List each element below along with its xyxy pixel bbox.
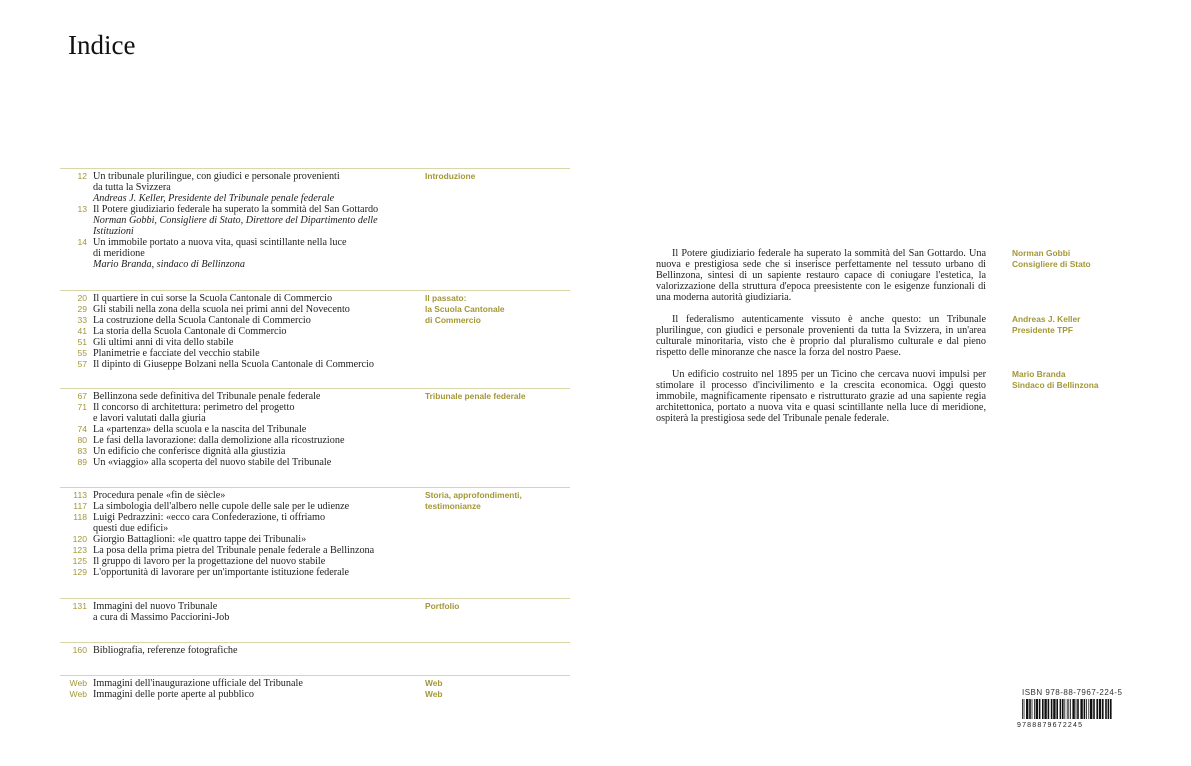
barcode-bar [1053, 699, 1055, 719]
toc-page-number: 41 [77, 326, 87, 336]
toc-entry-line: Gli stabili nella zona della scuola nei primi anni del Novecento [93, 304, 350, 315]
quote-author-line: Consigliere di Stato [1012, 259, 1091, 269]
toc-entry-title [93, 689, 423, 700]
toc-entry-title [93, 359, 423, 370]
barcode-bar [1056, 699, 1058, 719]
toc-entry-title [93, 293, 423, 304]
toc-entry-line: Il dipinto di Giuseppe Bolzani nella Scuola Cantonale di Commercio [93, 359, 374, 370]
barcode-bar [1099, 699, 1101, 719]
barcode-bar [1067, 699, 1068, 719]
toc-page-number: 83 [77, 446, 87, 456]
quote-paragraph: Il Potere giudiziario federale ha superato la sommità del San Gottardo. Una nuova e prestigiosa sede che si inserisce perfettamente nel tessuto urbano di Bellinzona, sintesi di un sapiente restauro capace di coniugare l'estetica, la valorizzazione della struttura d'epoca preesistente con le esigenze funzionali di una moderna autorità giudiziaria. [656, 248, 986, 303]
toc-entry[interactable] [60, 237, 570, 270]
toc-entry[interactable] [60, 171, 570, 204]
toc-section-label [425, 678, 443, 700]
toc-entry[interactable] [60, 534, 570, 545]
quotes-column [656, 248, 986, 435]
barcode-bar [1088, 699, 1089, 719]
toc-entry-line: Immagini del nuovo Tribunale [93, 601, 218, 612]
toc-entry-title [93, 512, 423, 534]
toc-entry-title [93, 435, 423, 446]
toc-entry-line: Il quartiere in cui sorse la Scuola Cantonale di Commercio [93, 293, 333, 304]
toc-page-number: Web [69, 678, 87, 688]
toc-entry-line: Immagini delle porte aperte al pubblico [93, 689, 254, 700]
toc-entry-title [93, 315, 423, 326]
toc-page-number: 80 [77, 435, 87, 445]
toc-entry-line: questi due edifici» [93, 523, 169, 534]
toc-entry-title [93, 534, 423, 545]
quote-paragraph: Il federalismo autenticamente vissuto è anche questo: un Tribunale plurilingue, con giudici e personale provenienti da tutta la Svizzera, in un'area culturale minoritaria, visto che è proprio dal pluralismo culturale e dal pieno rispetto delle minoranze che nasce la forza del nostro Paese. [656, 314, 986, 358]
barcode-bar [1108, 699, 1110, 719]
toc-entry[interactable] [60, 424, 570, 435]
barcode-image [1016, 699, 1116, 729]
toc-entry-line: da tutta la Svizzera [93, 182, 171, 193]
toc-entry-title [93, 326, 423, 337]
toc-page-number: 67 [77, 391, 87, 401]
toc-entry[interactable] [60, 556, 570, 567]
toc-entry-line: a cura di Massimo Pacciorini-Job [93, 612, 230, 623]
toc-entry-line: Le fasi della lavorazione: dalla demolizione alla ricostruzione [93, 435, 345, 446]
toc-entry-title [93, 490, 423, 501]
toc-entry-line: La simbologia dell'albero nelle cupole delle sale per le udienze [93, 501, 350, 512]
toc-page-number: 12 [77, 171, 87, 181]
toc-page-number: 74 [77, 424, 87, 434]
toc-entry[interactable] [60, 435, 570, 446]
toc-section-label [425, 601, 459, 612]
toc-entry-line: Planimetrie e facciate del vecchio stabile [93, 348, 260, 359]
toc-section [60, 675, 570, 700]
barcode-bar [1070, 699, 1071, 719]
quote-author-line: Norman Gobbi [1012, 248, 1071, 258]
page-title: Indice [68, 30, 136, 60]
toc-entry-line: La posa della prima pietra del Tribunale penale federale a Bellinzona [93, 545, 375, 556]
toc-entry-line: Un edificio che conferisce dignità alla giustizia [93, 446, 286, 457]
toc-section [60, 487, 570, 578]
toc-page-number: 71 [77, 402, 87, 412]
toc-entry-line: Un immobile portato a nuova vita, quasi scintillante nella luce [93, 237, 347, 248]
toc-entry[interactable] [60, 348, 570, 359]
toc-page-number: 120 [72, 534, 87, 544]
toc-section-label [425, 391, 526, 402]
toc-entry-author: Istituzioni [93, 226, 134, 237]
quote-author-line: Andreas J. Keller [1012, 314, 1081, 324]
quote-author-line: Sindaco di Bellinzona [1012, 380, 1099, 390]
toc-entry-line: Il concorso di architettura: perimetro del progetto [93, 402, 295, 413]
barcode-bar [1076, 699, 1077, 719]
barcode-bar [1051, 699, 1053, 719]
barcode-bar [1044, 699, 1046, 719]
toc-entry-line: La storia della Scuola Cantonale di Commercio [93, 326, 287, 337]
barcode-bar [1032, 699, 1033, 719]
toc-section-label-line: Web [425, 689, 443, 699]
toc-page-number: 131 [72, 601, 87, 611]
barcode-digits: 9788879672245 [1017, 722, 1084, 729]
toc-entry-line: Giorgio Battaglioni: «le quattro tappe dei Tribunali» [93, 534, 307, 545]
toc-page-number: 123 [72, 545, 87, 555]
toc-entry[interactable] [60, 567, 570, 578]
barcode-bar [1062, 699, 1064, 719]
toc-entry-title [93, 237, 423, 270]
barcode-bar [1024, 699, 1025, 719]
barcode-bar [1110, 699, 1112, 719]
toc-section-label-line: Il passato: [425, 293, 467, 303]
toc-entry-title [93, 171, 423, 204]
toc-page-number: 113 [73, 490, 87, 500]
barcode-bar [1039, 699, 1041, 719]
toc-entry[interactable] [60, 359, 570, 370]
toc-entry-title [93, 424, 423, 435]
toc-section [60, 388, 570, 468]
toc-entry-title [93, 556, 423, 567]
toc-entry[interactable] [60, 457, 570, 468]
quote-author [1012, 369, 1099, 391]
barcode-bar [1022, 699, 1023, 719]
toc-section-label-line: Portfolio [425, 601, 460, 611]
toc-page-number: 14 [77, 237, 87, 247]
barcode-bar [1080, 699, 1082, 719]
toc-entry[interactable] [60, 337, 570, 348]
toc-page-number: 51 [77, 337, 87, 347]
toc-entry[interactable] [60, 678, 570, 689]
toc-entry-title [93, 678, 423, 689]
toc-entry-title [93, 304, 423, 315]
barcode-bar [1026, 699, 1028, 719]
toc-entry-title [93, 204, 423, 237]
toc-section-label [425, 490, 522, 512]
toc-entry-title [93, 567, 423, 578]
toc-entry-title [93, 348, 423, 359]
toc-section-label [425, 171, 475, 182]
toc-entry[interactable] [60, 326, 570, 337]
toc-entry-title [93, 337, 423, 348]
barcode-bar [1105, 699, 1107, 719]
toc-section [60, 168, 570, 270]
toc-page-number: 117 [73, 501, 87, 511]
toc-entry-line: Immagini dell'inaugurazione ufficiale del Tribunale [93, 678, 303, 689]
barcode-bar [1036, 699, 1038, 719]
quote-author-line: Presidente TPF [1012, 325, 1073, 335]
toc-entry-title [93, 545, 423, 556]
toc-entry-title [93, 501, 423, 512]
toc-page-number: 118 [73, 512, 87, 522]
toc-entry-line: Un «viaggio» alla scoperta del nuovo stabile del Tribunale [93, 457, 332, 468]
toc-entry-title [93, 457, 423, 468]
toc-section [60, 642, 570, 656]
toc-section-label-line: Web [425, 678, 443, 688]
toc-section-label-line: Storia, approfondimenti, [425, 490, 522, 500]
quote-paragraph: Un edificio costruito nel 1895 per un Ticino che cercava nuovi impulsi per stimolare il processo d'incivilimento e la crescita economica. Oggi questo immobile, magnificamente ripensato e ristrutturato grazie ad una sapiente regia architettonica, portato a nuova vita e quasi scintillante nella luce di meridione, ospiterà la prestigiosa sede del Tribunale penale federale. [656, 369, 986, 424]
toc-entry[interactable] [60, 545, 570, 556]
toc-entry[interactable] [60, 402, 570, 424]
toc-entry-line: La costruzione della Scuola Cantonale di Commercio [93, 315, 311, 326]
barcode-bar [1096, 699, 1098, 719]
toc-entry-title [93, 391, 423, 402]
toc-entry-line: Il gruppo di lavoro per la progettazione del nuovo stabile [93, 556, 326, 567]
toc-entry-line: Bibliografia, referenze fotografiche [93, 645, 238, 656]
toc-page-number: 89 [77, 457, 87, 467]
toc-page-number: 13 [77, 204, 87, 214]
toc-page-number: 160 [72, 645, 87, 655]
toc-entry-title [93, 402, 423, 424]
toc-page-number: 20 [77, 293, 87, 303]
toc-entry-line: L'opportunità di lavorare per un'importante istituzione federale [93, 567, 350, 578]
barcode-bar [1064, 699, 1065, 719]
toc-entry[interactable] [60, 512, 570, 534]
quote-author [1012, 248, 1091, 270]
toc-section-label-line: di Commercio [425, 315, 481, 325]
toc-page-number: 57 [77, 359, 87, 369]
toc-page-number: 33 [77, 315, 87, 325]
toc-entry-line: e lavori valutati dalla giuria [93, 413, 206, 424]
toc-entry-author: Mario Branda, sindaco di Bellinzona [93, 259, 245, 270]
toc-section-label-line: Tribunale penale federale [425, 391, 526, 401]
barcode-bar [1068, 699, 1069, 719]
barcode-bar [1029, 699, 1031, 719]
toc-entry-line: Bellinzona sede definitiva del Tribunale penale federale [93, 391, 321, 402]
quote-author-line: Mario Branda [1012, 369, 1066, 379]
isbn-label: ISBN 978-88-7967-224-5 [1022, 688, 1123, 697]
toc-entry-author: Norman Gobbi, Consigliere di Stato, Direttore del Dipartimento delle [93, 215, 378, 226]
barcode-bar [1060, 699, 1062, 719]
barcode-bar [1086, 699, 1087, 719]
toc-entry-author: Andreas J. Keller, Presidente del Tribunale penale federale [93, 193, 335, 204]
barcode-bar [1093, 699, 1095, 719]
toc-entry-title [93, 446, 423, 457]
toc-section-label-line: la Scuola Cantonale [425, 304, 505, 314]
toc-page-number: 125 [72, 556, 87, 566]
barcode-bar [1072, 699, 1074, 719]
toc-entry-line: La «partenza» della scuola e la nascita del Tribunale [93, 424, 307, 435]
toc-entry[interactable] [60, 689, 570, 700]
barcode-bar [1102, 699, 1104, 719]
toc-section-label-line: testimonianze [425, 501, 481, 511]
toc-entry-line: di meridione [93, 248, 145, 259]
toc-entry-line: Un tribunale plurilingue, con giudici e personale provenienti [93, 171, 340, 182]
quote-author [1012, 314, 1080, 336]
toc-section [60, 290, 570, 370]
barcode-bar [1084, 699, 1086, 719]
toc-page-number: 129 [72, 567, 87, 577]
barcode-bar [1034, 699, 1035, 719]
toc-entry-line: Procedura penale «fin de siècle» [93, 490, 226, 501]
toc-entry[interactable] [60, 446, 570, 457]
barcode-bar [1077, 699, 1079, 719]
barcode-bar [1048, 699, 1050, 719]
toc-entry-line: Il Potere giudiziario federale ha superato la sommità del San Gottardo [93, 204, 379, 215]
toc-entry[interactable] [60, 601, 570, 623]
barcode-bar [1042, 699, 1044, 719]
toc-entry-title [93, 645, 423, 656]
toc-page-number: 55 [77, 348, 87, 358]
toc-entry-line: Luigi Pedrazzini: «ecco cara Confederazione, ti offriamo [93, 512, 326, 523]
toc-entry[interactable] [60, 204, 570, 237]
toc-entry-line: Gli ultimi anni di vita dello stabile [93, 337, 234, 348]
toc-entry[interactable] [60, 645, 570, 656]
barcode-bar [1090, 699, 1092, 719]
toc-entry-title [93, 601, 423, 623]
toc-page-number: Web [69, 689, 87, 699]
toc-section [60, 598, 570, 623]
toc-section-label-line: Introduzione [425, 171, 476, 181]
toc-section-label [425, 293, 505, 326]
toc-page-number: 29 [77, 304, 87, 314]
